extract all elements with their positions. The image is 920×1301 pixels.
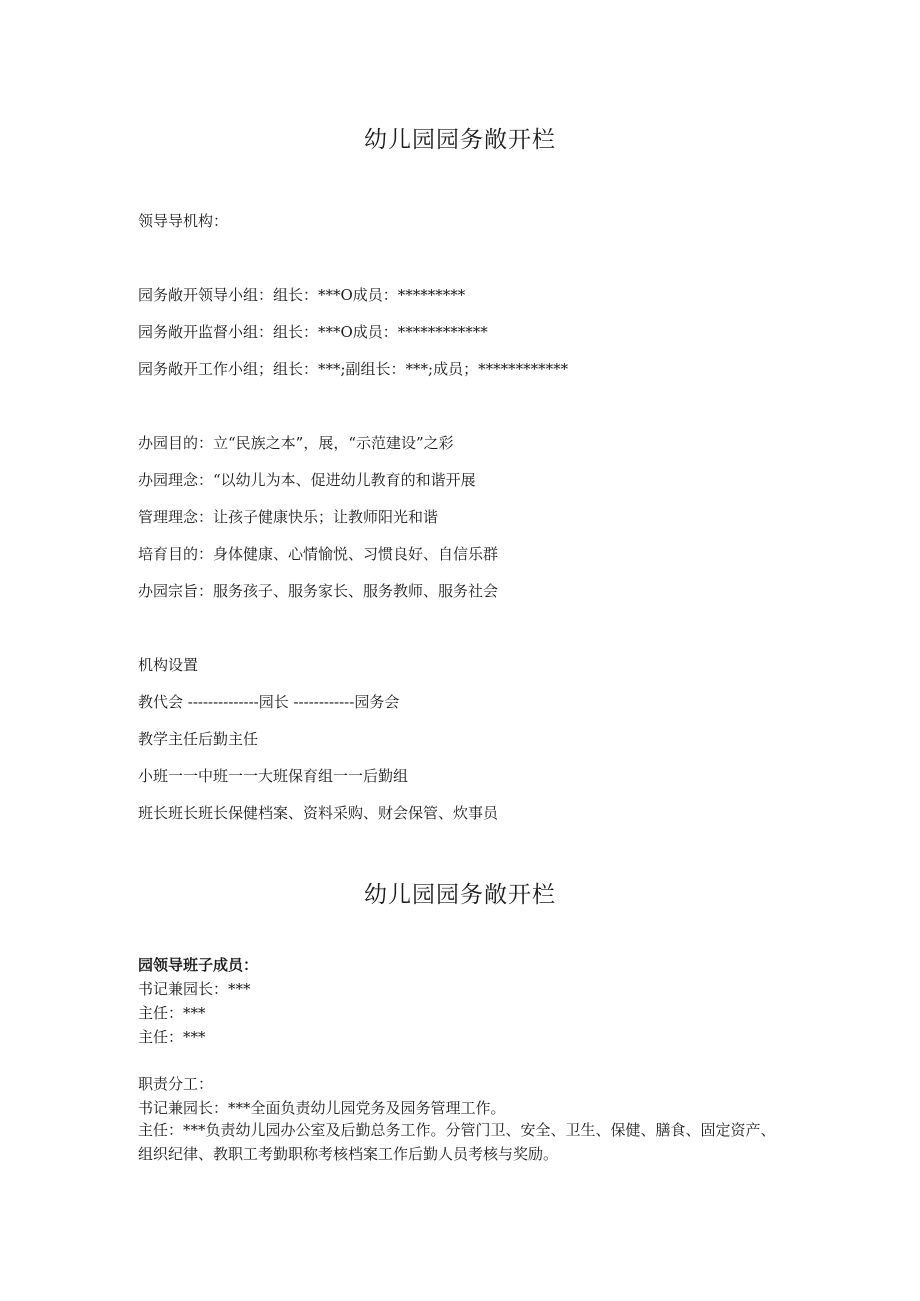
org-line: 教学主任后勤主任: [138, 730, 259, 748]
org-heading: 机构设置: [138, 656, 199, 674]
group-line: 园务敞开工作小组；组长：***;副组长：***;成员；************: [138, 360, 569, 378]
org-line: 教代会 --------------园长 ------------园务会: [138, 693, 400, 711]
principle-line: 办园目的：立“民族之本”，展，“示范建设”之彩: [138, 434, 454, 452]
member-line: 书记兼园长：***: [138, 980, 251, 998]
group-line: 园务敞开领导小组：组长：***O成员：*********: [138, 286, 466, 304]
leadership-heading: 领导导机构：: [138, 212, 229, 230]
member-line: 主任：***: [138, 1004, 206, 1022]
principle-line: 培育目的：身体健康、心情愉悦、习惯良好、自信乐群: [138, 545, 499, 563]
members-heading: 园领导班子成员：: [138, 956, 259, 974]
group-line: 园务敞开监督小组：组长：***O成员：************: [138, 323, 488, 341]
duty-line: 书记兼园长：***全面负责幼儿园党务及园务管理工作。: [138, 1099, 506, 1117]
member-line: 主任：***: [138, 1028, 206, 1046]
duties-heading: 职责分工：: [138, 1075, 214, 1093]
org-line: 小班一一中班一一大班保育组一一后勤组: [138, 767, 409, 785]
section2-title: 幼儿园园务敞开栏: [364, 882, 556, 908]
principle-line: 管理理念：让孩子健康快乐；让教师阳光和谐: [138, 508, 439, 526]
principle-line: 办园理念：“以幼儿为本、促进幼儿教育的和谐开展: [138, 471, 476, 489]
org-line: 班长班长班长保健档案、资料采购、财会保管、炊事员: [138, 804, 499, 822]
principle-line: 办园宗旨：服务孩子、服务家长、服务教师、服务社会: [138, 582, 499, 600]
duty-line: 主任：***负责幼儿园办公室及后勤总务工作。分管门卫、安全、卫生、保健、膳食、固定资产、组织纪律、教职工考勤职称考核档案工作后勤人员考核与奖励。: [138, 1121, 776, 1163]
section1-title: 幼儿园园务敞开栏: [364, 127, 556, 153]
